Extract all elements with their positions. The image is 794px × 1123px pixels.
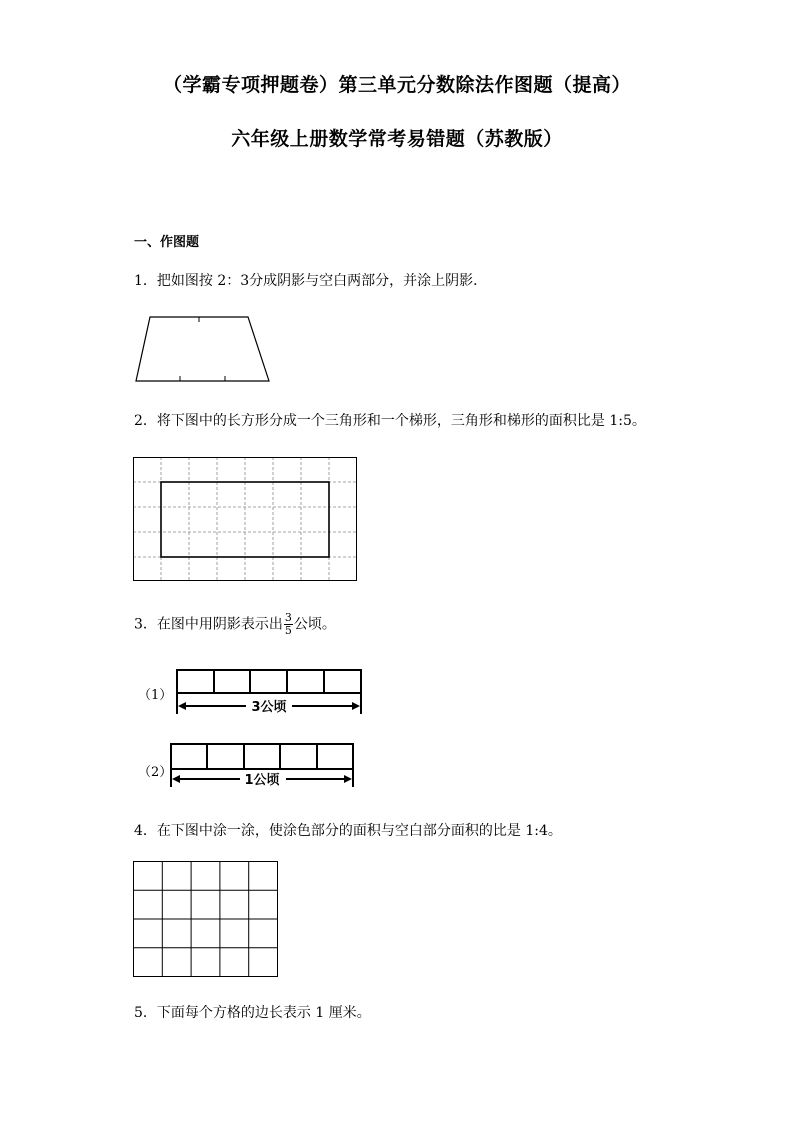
five-by-four-grid (133, 861, 279, 979)
question-3-prefix: 3．在图中用阴影表示出 (134, 616, 283, 633)
fraction-numerator: 3 (284, 611, 292, 624)
dimension-label-3-hectares: 3公顷 (251, 700, 287, 715)
section-heading: 一、作图题 (134, 235, 200, 250)
question-5-text: 5．下面每个方格的边长表示 1 厘米。 (134, 1005, 371, 1021)
question-1-text: 1．把如图按 2：3分成阴影与空白两部分，并涂上阴影． (134, 273, 488, 289)
bar-figure-1-hectare (170, 743, 360, 791)
part-1-label: （1） (138, 688, 173, 703)
bar-figure-3-hectares (176, 669, 366, 717)
question-2-text: 2．将下图中的长方形分成一个三角形和一个梯形，三角形和梯形的面积比是 1:5。 (134, 413, 646, 429)
fraction-denominator: 5 (284, 624, 292, 637)
dimension-label-1-hectare: 1公顷 (244, 773, 280, 788)
question-4-text: 4．在下图中涂一涂，使涂色部分的面积与空白部分面积的比是 1:4。 (134, 823, 562, 839)
fraction-three-fifths (284, 612, 293, 637)
document-subtitle: 六年级上册数学常考易错题（苏教版） (231, 128, 563, 150)
trapezoid-figure (130, 312, 280, 387)
document-title: （学霸专项押题卷）第三单元分数除法作图题（提高） (162, 74, 631, 96)
part-2-label: （2） (138, 765, 173, 780)
question-3-suffix: 公顷。 (293, 616, 336, 633)
question-3-text (134, 612, 336, 637)
rectangle-grid-figure (133, 457, 359, 583)
